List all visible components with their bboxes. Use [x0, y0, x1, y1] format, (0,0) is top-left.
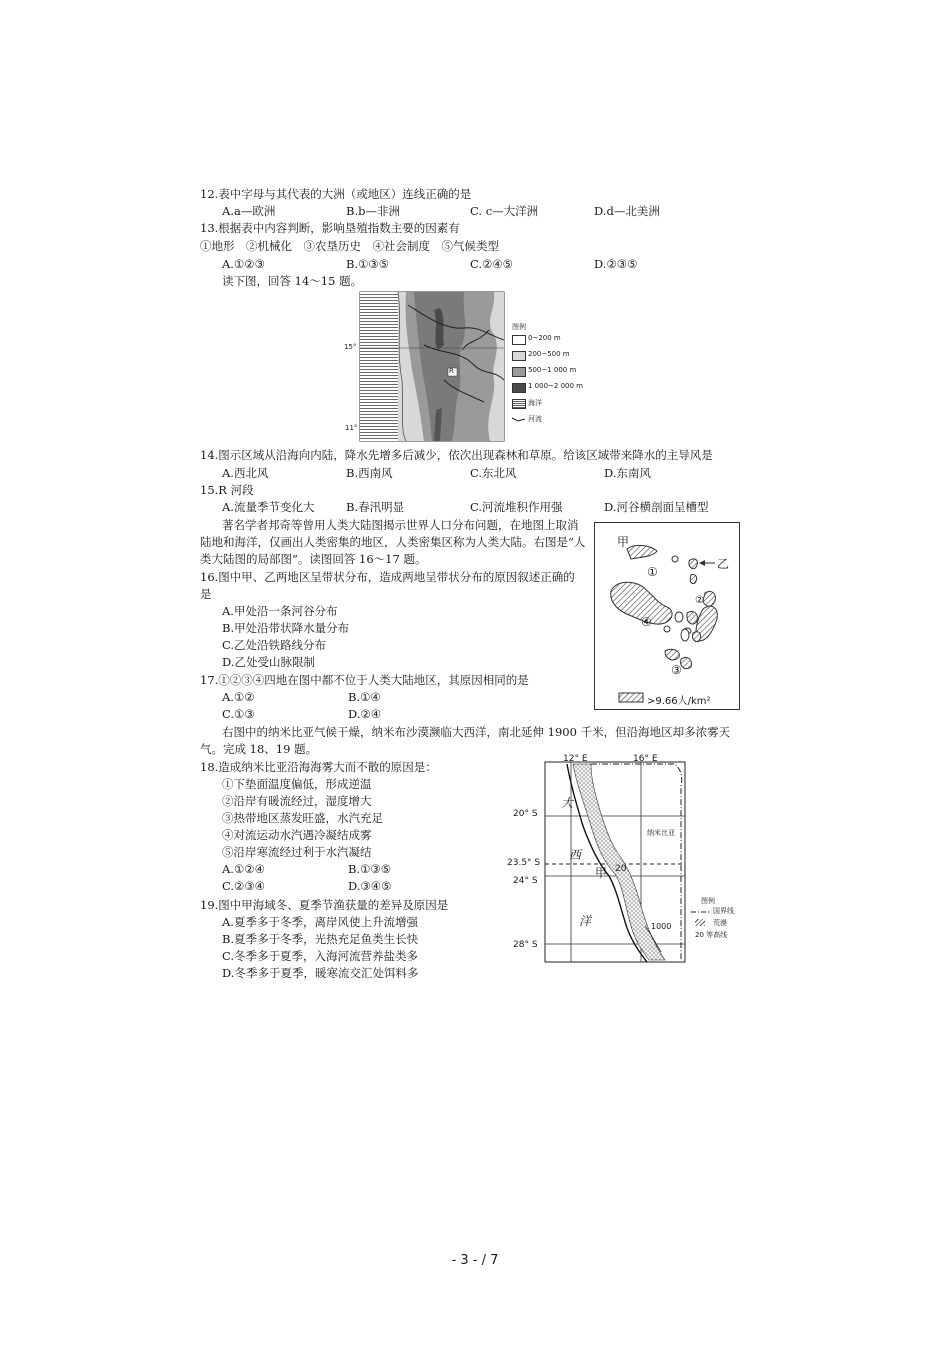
q17-option-a: A.①② — [222, 690, 255, 704]
area-2: ② — [695, 595, 704, 606]
q17-option-b: B.①④ — [348, 690, 381, 704]
contour-20-label: 20 — [615, 864, 627, 874]
lat-20s: 20° S — [513, 809, 538, 819]
legend-swatch-200-500 — [512, 351, 526, 361]
lat-15-label: 15° — [344, 343, 357, 351]
ocean-label-yang: 洋 — [579, 914, 592, 928]
q16-option-a: A.甲处沿一条河谷分布 — [222, 604, 338, 618]
q14-option-c: C.东北风 — [470, 466, 517, 480]
human-continent-map — [594, 522, 740, 710]
q17-option-d: D.②④ — [348, 707, 382, 721]
ocean-label-da: 大 — [561, 796, 574, 810]
q19-option-b: B.夏季多于冬季，光热充足鱼类生长快 — [222, 932, 419, 946]
legend-swatch-1000-2000 — [512, 383, 526, 393]
legend-1000-2000: 1 000~2 000 m — [528, 382, 583, 390]
q19-stem: 19.图中甲海域冬、夏季节渔获量的差异及原因是 — [200, 898, 449, 912]
q19-option-a: A.夏季多于冬季，离岸风使上升流增强 — [222, 915, 418, 929]
sea-area-jia: 甲 — [595, 866, 608, 880]
legend-200-500: 200~500 m — [528, 350, 570, 358]
q18-item-5: ⑤沿岸寒流经过利于水汽凝结 — [222, 845, 372, 859]
q18-item-2: ②沿岸有暖流经过，湿度增大 — [222, 794, 372, 808]
river-point-r: R — [449, 367, 454, 375]
ocean-label-xi: 西 — [569, 848, 582, 862]
q12-stem: 12.表中字母与其代表的大洲（或地区）连线正确的是 — [200, 187, 472, 201]
lat-11-label: 11° — [345, 424, 358, 432]
q13-option-b: B.①③⑤ — [346, 257, 390, 271]
q16-stem-cont: 是 — [200, 587, 212, 601]
legend-title: 图例 — [512, 323, 526, 331]
q13-factors: ①地形 ②机械化 ③农垦历史 ④社会制度 ⑤气候类型 — [200, 239, 499, 253]
passage18-line1: 右图中的纳米比亚气候干燥，纳米布沙漠濒临大西洋，南北延伸 1900 千米，但沿海地区却多浓雾天 — [222, 725, 731, 739]
q12-option-c: C. c—大洋洲 — [470, 204, 539, 218]
q15-option-a: A.流量季节变化大 — [222, 500, 315, 514]
q16-option-c: C.乙处沿铁路线分布 — [222, 638, 327, 652]
q18-stem: 18.造成纳米比亚沿海海雾大而不散的原因是： — [200, 760, 437, 774]
namibia-map — [505, 756, 750, 966]
q18-item-4: ④对流运动水汽遇冷凝结成雾 — [222, 828, 372, 842]
river-symbol-icon — [511, 416, 526, 424]
q15-option-c: C.河流堆积作用强 — [470, 500, 563, 514]
passage16-line1: 著名学者邦奇等曾用人类大陆图揭示世界人口分布问题，在地图上取消 — [222, 518, 579, 532]
q18-option-b: B.①③⑤ — [348, 862, 392, 876]
q19-option-c: C.冬季多于夏季，入海河流营养盐类多 — [222, 949, 419, 963]
q13-option-c: C.②④⑤ — [470, 257, 513, 271]
q15-option-d: D.河谷横剖面呈槽型 — [604, 500, 709, 514]
q19-option-d: D.冬季多于夏季，暖寒流交汇处饵料多 — [222, 966, 419, 980]
q12-option-d: D.d—北美洲 — [594, 204, 660, 218]
q18-item-3: ③热带地区蒸发旺盛，水汽充足 — [222, 811, 383, 825]
passage16-line3: 类大陆图的局部图”。读图回答 16～17 题。 — [200, 552, 427, 566]
q12-option-b: B.b—非洲 — [346, 204, 400, 218]
lon-16e: 16° E — [633, 754, 658, 764]
lat-24s: 24° S — [513, 876, 538, 886]
q13-option-d: D.②③⑤ — [594, 257, 638, 271]
legend-contour: 20 等高线 — [695, 931, 728, 939]
q15-stem: 15.R 河段 — [200, 483, 254, 497]
lon-12e: 12° E — [563, 754, 588, 764]
q14-stem: 14.图示区域从沿海向内陆，降水先增多后减少，依次出现森林和草原。给该区域带来降水的主导风是 — [200, 448, 713, 462]
q16-stem: 16.图中甲、乙两地区呈带状分布，造成两地呈带状分布的原因叙述正确的 — [200, 570, 575, 584]
passage16-line2: 陆地和海洋，仅画出人类密集的地区，人类密集区称为人类大陆。右图是“人 — [200, 535, 586, 549]
terrain-map — [344, 290, 584, 445]
legend-river: 河流 — [528, 415, 542, 423]
q16-option-b: B.甲处沿带状降水量分布 — [222, 621, 350, 635]
map3-legend-title: 图例 — [701, 897, 715, 905]
q17-option-c: C.①③ — [222, 707, 255, 721]
label-yi: 乙 — [717, 557, 730, 571]
lat-28s: 28° S — [513, 940, 538, 950]
q12-option-a: A.a—欧洲 — [222, 204, 276, 218]
legend-0-200: 0~200 m — [528, 334, 561, 342]
legend-swatch-0-200 — [512, 335, 526, 345]
border-line-icon — [691, 909, 711, 915]
q18-option-c: C.②③④ — [222, 879, 265, 893]
label-jia: 甲 — [617, 535, 630, 549]
page-number: - 3 - / 7 — [451, 1253, 499, 1268]
q15-option-b: B.春汛明显 — [346, 500, 405, 514]
q18-item-1: ①下垫面温度偏低，形成逆温 — [222, 777, 372, 791]
area-3: ③ — [671, 663, 682, 677]
map2-legend: >9.66人/km² — [647, 696, 711, 707]
passage18-line2: 气。完成 18、19 题。 — [200, 742, 318, 756]
legend-desert: 荒漠 — [713, 919, 727, 927]
desert-swatch-icon — [695, 919, 705, 926]
contour-1000-label: 1000 — [651, 922, 672, 931]
q14-option-d: D.东南风 — [604, 466, 651, 480]
q17-stem: 17.①②③④四地在图中都不位于人类大陆地区，其原因相同的是 — [200, 673, 529, 687]
q16-option-d: D.乙处受山脉限制 — [222, 655, 315, 669]
legend-500-1000: 500~1 000 m — [528, 366, 577, 374]
q14-option-b: B.西南风 — [346, 466, 393, 480]
q18-option-d: D.③④⑤ — [348, 879, 392, 893]
area-1: ① — [647, 565, 658, 579]
q13-stem: 13.根据表中内容判断，影响垦殖指数主要的因素有 — [200, 221, 460, 235]
legend-swatch-500-1000 — [512, 367, 526, 377]
legend-swatch-ocean — [512, 399, 526, 409]
q13-option-a: A.①②③ — [222, 257, 265, 271]
legend-ocean: 海洋 — [528, 399, 542, 407]
read-14-15: 读下图，回答 14～15 题。 — [222, 274, 363, 288]
area-4: ④ — [641, 615, 652, 629]
q18-option-a: A.①②④ — [222, 862, 265, 876]
country-label: 纳米比亚 — [647, 829, 675, 837]
q14-option-a: A.西北风 — [222, 466, 269, 480]
lat-235s: 23.5° S — [507, 858, 541, 868]
legend-border: 国界线 — [713, 907, 734, 915]
